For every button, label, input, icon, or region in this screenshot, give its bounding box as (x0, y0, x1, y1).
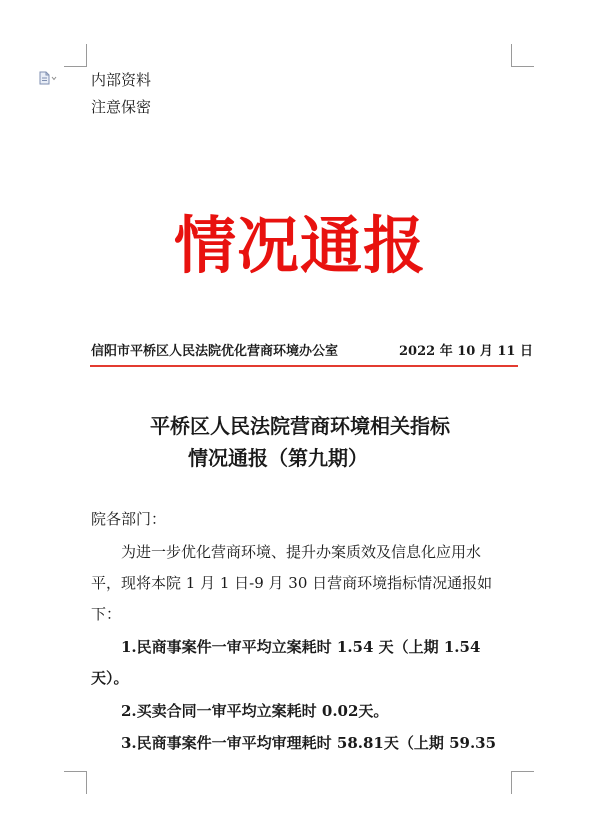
item-1-line-1: 1.民商事案件一审平均立案耗时 1.54 天（上期 1.54 (121, 638, 481, 656)
document-title-line-1: 平桥区人民法院营商环境相关指标 (150, 414, 450, 438)
item-2: 2.买卖合同一审平均立案耗时 0.02天。 (121, 702, 389, 720)
issuer: 信阳市平桥区人民法院优化营商环境办公室 (91, 344, 339, 359)
intro-line-2: 平，现将本院 1 月 1 日-9 月 30 日营商环境指标情况通报如 (91, 574, 493, 592)
issue-date: 2022 年 10 月 11 日 (399, 344, 533, 359)
classification-line-2: 注意保密 (91, 98, 152, 116)
item-1-line-2: 天）。 (91, 669, 129, 687)
banner-title: 情况通报 (173, 209, 426, 282)
salutation: 院各部门： (91, 510, 167, 528)
classification-line-1: 内部资料 (91, 71, 152, 89)
document-icon[interactable] (38, 70, 58, 84)
intro-line-3: 下： (91, 605, 122, 623)
document-title-line-2: 情况通报（第九期） (188, 446, 368, 470)
crop-mark-bottom-left (64, 771, 87, 794)
crop-mark-bottom-right (511, 771, 534, 794)
crop-mark-top-left (64, 44, 87, 67)
crop-mark-top-right (511, 44, 534, 67)
item-3: 3.民商事案件一审平均审理耗时 58.81天（上期 59.35 (121, 734, 497, 752)
intro-line-1: 为进一步优化营商环境、提升办案质效及信息化应用水 (121, 543, 482, 561)
red-divider (90, 365, 518, 367)
